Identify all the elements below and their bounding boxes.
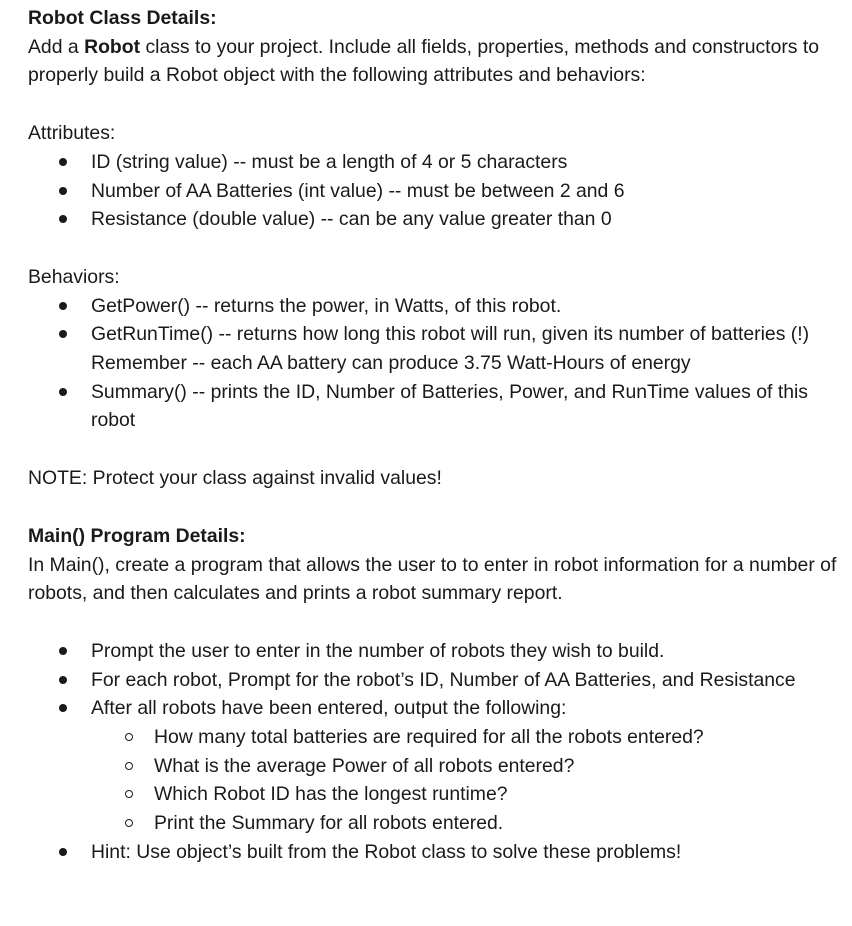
step-item: Prompt the user to enter in the number of robots they wish to build. [28,637,848,666]
output-item: How many total batteries are required for all the robots entered? [28,723,848,752]
spacer [28,435,848,464]
main-program-heading: Main() Program Details: [28,524,246,547]
intro-text-bold: Robot [84,35,141,58]
output-item: Which Robot ID has the longest runtime? [28,780,848,809]
step-item-text: After all robots have been entered, output the following: [91,697,567,720]
robot-class-heading: Robot Class Details: [28,7,217,29]
robot-class-intro [28,33,848,90]
spacer [28,493,848,522]
attributes-list [28,148,848,234]
main-program-intro: In Main(), create a program that allows the user to to enter in robot information for a number of robots, and then calculates and prints a robot summary report. [28,553,837,605]
attributes-label: Attributes: [28,122,116,145]
output-item: What is the average Power of all robots entered? [28,752,848,781]
behaviors-list [28,292,848,436]
hint-item: Hint: Use object’s built from the Robot class to solve these problems! [28,838,848,867]
step-item [28,694,848,723]
behavior-item: GetRunTime() -- returns how long this robot will run, given its number of batteries (!) Remember -- each AA battery can produce 3.75 Watt-Hours of energy [28,320,848,377]
main-steps-list [28,637,848,723]
attribute-item: Resistance (double value) -- can be any value greater than 0 [28,205,848,234]
spacer [28,234,848,263]
spacer [28,608,848,637]
hint-list [28,838,848,867]
behavior-item: Summary() -- prints the ID, Number of Batteries, Power, and RunTime values of this robot [28,378,848,435]
document-page [28,4,848,867]
attribute-item: Number of AA Batteries (int value) -- must be between 2 and 6 [28,177,848,206]
output-list [28,723,848,838]
intro-text-end: class to your project. Include all fields, properties, methods and constructors to properly build a Robot object with the following attributes and behaviors: [28,35,820,87]
spacer [28,90,848,119]
behaviors-label: Behaviors: [28,265,120,288]
step-item: For each robot, Prompt for the robot’s ID, Number of AA Batteries, and Resistance [28,666,848,695]
attribute-item: ID (string value) -- must be a length of 4 or 5 characters [28,148,848,177]
output-item: Print the Summary for all robots entered. [28,809,848,838]
note-text: NOTE: Protect your class against invalid values! [28,467,442,490]
behavior-item: GetPower() -- returns the power, in Watts, of this robot. [28,292,848,321]
intro-text-start: Add a [28,35,85,58]
